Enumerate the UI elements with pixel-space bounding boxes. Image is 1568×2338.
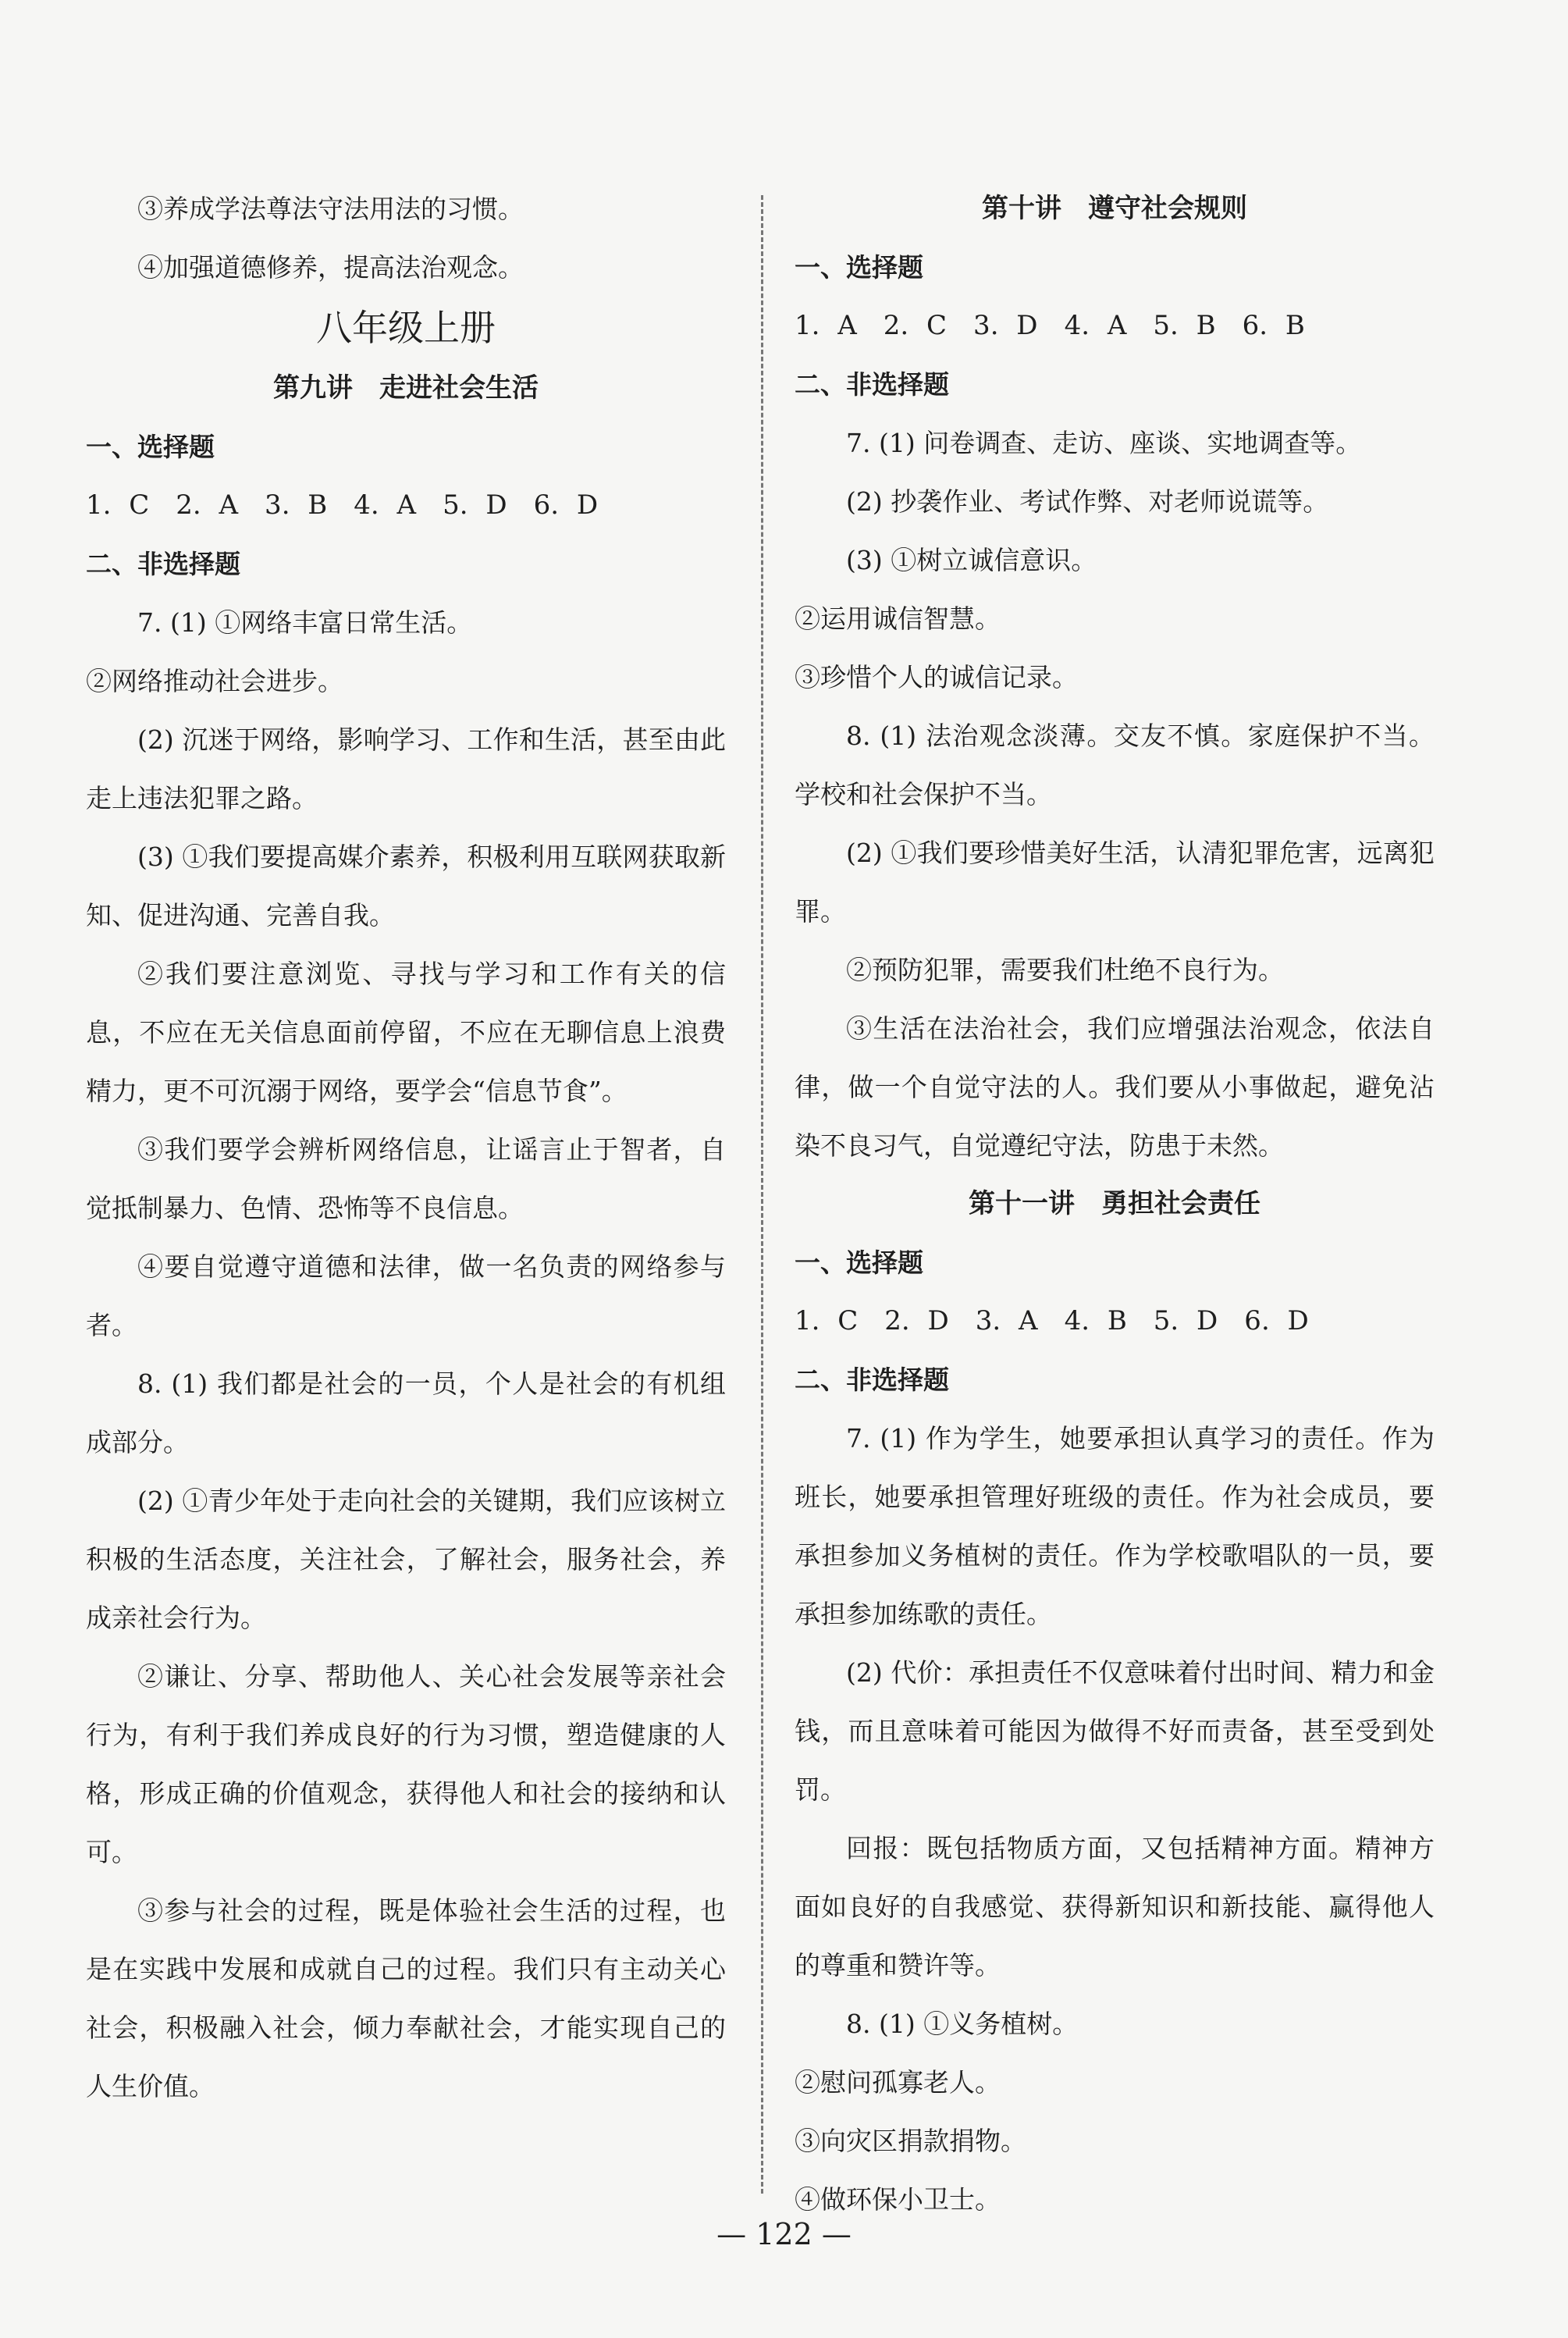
left-column xyxy=(86,180,726,2116)
section-heading: 二、非选择题 xyxy=(795,1365,949,1395)
section-heading: 二、非选择题 xyxy=(795,369,949,400)
paragraph: (2) 代价：承担责任不仅意味着付出时间、精力和金钱，而且意味着可能因为做得不好而责备，甚至受到处罚。 xyxy=(795,1657,1435,1805)
column-divider xyxy=(761,195,763,2194)
paragraph: ②运用诚信智慧。 xyxy=(795,603,1001,634)
paragraph: (3) ①树立诚信意识。 xyxy=(846,545,1097,575)
section-heading: 一、选择题 xyxy=(795,252,923,283)
paragraph: ③养成学法尊法守法用法的习惯。 xyxy=(137,194,524,224)
section-heading: 二、非选择题 xyxy=(86,549,240,579)
paragraph: ②慰问孤寡老人。 xyxy=(795,2067,1001,2098)
paragraph: (2) 抄袭作业、考试作弊、对老师说谎等。 xyxy=(846,486,1329,517)
right-column xyxy=(795,180,1435,2229)
paragraph: 8. (1) 我们都是社会的一员，个人是社会的有机组成部分。 xyxy=(86,1368,726,1457)
lecture-title: 第九讲 走进社会生活 xyxy=(273,372,539,404)
paragraph: 8. (1) ①义务植树。 xyxy=(846,2009,1079,2039)
paragraph: ④加强道德修养，提高法治观念。 xyxy=(137,252,524,283)
paragraph: (2) ①青少年处于走向社会的关键期，我们应该树立积极的生活态度，关注社会，了解社会，服务社会，养成亲社会行为。 xyxy=(86,1486,726,1633)
paragraph: ③我们要学会辨析网络信息，让谣言止于智者，自觉抵制暴力、色情、恐怖等不良信息。 xyxy=(86,1134,726,1223)
paragraph: 7. (1) 问卷调查、走访、座谈、实地调查等。 xyxy=(846,428,1362,458)
paragraph: ③生活在法治社会，我们应增强法治观念，依法自律，做一个自觉守法的人。我们要从小事做起，避免沾染不良习气，自觉遵纪守法，防患于未然。 xyxy=(795,1013,1435,1161)
paragraph: ③参与社会的过程，既是体验社会生活的过程，也是在实践中发展和成就自己的过程。我们只有主动关心社会，积极融入社会，倾力奉献社会，才能实现自己的人生价值。 xyxy=(86,1895,726,2101)
paragraph: 8. (1) 法治观念淡薄。交友不慎。家庭保护不当。学校和社会保护不当。 xyxy=(795,721,1435,810)
page-number: — 122 — xyxy=(716,2217,852,2251)
paragraph: ④要自觉遵守道德和法律，做一名负责的网络参与者。 xyxy=(86,1251,726,1340)
book-title: 八年级上册 xyxy=(316,307,496,349)
lecture-title: 第十讲 遵守社会规则 xyxy=(982,193,1247,224)
paragraph: ②网络推动社会进步。 xyxy=(86,666,343,696)
paragraph: (3) ①我们要提高媒介素养，积极利用互联网获取新知、促进沟通、完善自我。 xyxy=(86,842,726,931)
paragraph: ④做环保小卫士。 xyxy=(795,2184,1001,2215)
choice-answers: 1. C 2. D 3. A 4. B 5. D 6. D xyxy=(795,1305,1309,1336)
section-heading: 一、选择题 xyxy=(795,1247,923,1278)
paragraph: ③珍惜个人的诚信记录。 xyxy=(795,662,1078,692)
paragraph: 7. (1) ①网络丰富日常生活。 xyxy=(137,607,473,638)
paragraph: ②谦让、分享、帮助他人、关心社会发展等亲社会行为，有利于我们养成良好的行为习惯，塑造健康的人格，形成正确的价值观念，获得他人和社会的接纳和认可。 xyxy=(86,1661,726,1867)
paragraph: (2) 沉迷于网络，影响学习、工作和生活，甚至由此走上违法犯罪之路。 xyxy=(86,724,726,813)
paragraph: 7. (1) 作为学生，她要承担认真学习的责任。作为班长，她要承担管理好班级的责任。作为社会成员，要承担参加义务植树的责任。作为学校歌唱队的一员，要承担参加练歌的责任。 xyxy=(795,1423,1435,1629)
choice-answers: 1. C 2. A 3. B 4. A 5. D 6. D xyxy=(86,489,599,521)
section-heading: 一、选择题 xyxy=(86,432,215,462)
paragraph: ③向灾区捐款捐物。 xyxy=(795,2126,1026,2156)
lecture-title: 第十一讲 勇担社会责任 xyxy=(969,1188,1260,1219)
choice-answers: 1. A 2. C 3. D 4. A 5. B 6. B xyxy=(795,310,1305,341)
paragraph: ②预防犯罪，需要我们杜绝不良行为。 xyxy=(846,955,1284,985)
paragraph: (2) ①我们要珍惜美好生活，认清犯罪危害，远离犯罪。 xyxy=(795,838,1435,927)
paragraph: ②我们要注意浏览、寻找与学习和工作有关的信息，不应在无关信息面前停留，不应在无聊信息上浪费精力，更不可沉溺于网络，要学会“信息节食”。 xyxy=(86,959,726,1106)
paragraph: 回报：既包括物质方面，又包括精神方面。精神方面如良好的自我感觉、获得新知识和新技能、赢得他人的尊重和赞许等。 xyxy=(795,1833,1435,1980)
